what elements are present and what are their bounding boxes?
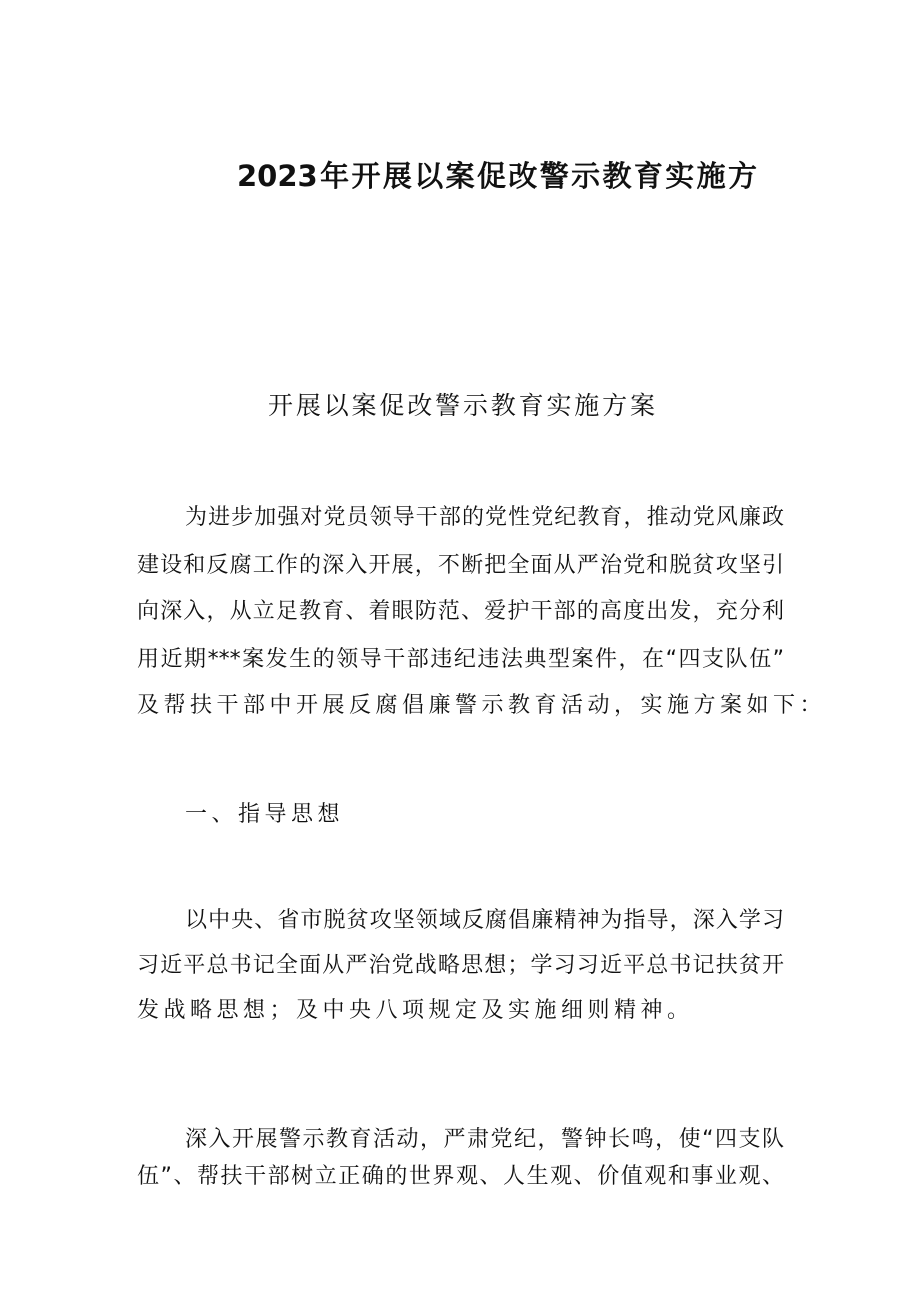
paragraph-line: 建设和反腐工作的深入开展，不断把全面从严治党和脱贫攻坚引 [137,553,784,578]
document-title: 2023年开展以案促改警示教育实施方 [237,159,757,193]
paragraph-line: 向深入，从立足教育、着眼防范、爱护干部的高度出发，充分利 [137,599,784,624]
paragraph-line: 以中央、省市脱贫攻坚领域反腐倡廉精神为指导，深入学习 [185,908,784,933]
paragraph-line: 深入开展警示教育活动，严肃党纪，警钟长鸣，使“四支队 [185,1127,784,1152]
paragraph-line: 发战略思想；及中央八项规定及实施细则精神。 [137,998,694,1023]
paragraph-line: 为进步加强对党员领导干部的党性党纪教育，推动党风廉政 [185,505,784,530]
document-subtitle: 开展以案促改警示教育实施方案 [268,391,655,420]
paragraph-line: 用近期***案发生的领导干部违纪违法典型案件，在“四支队伍” [137,647,784,672]
paragraph-line: 习近平总书记全面从严治党战略思想；学习习近平总书记扶贫开 [137,953,784,978]
section-heading: 一、指导思想 [185,802,345,827]
paragraph-line: 伍”、帮扶干部树立正确的世界观、人生观、价值观和事业观、 [137,1164,784,1189]
paragraph-line: 及帮扶干部中开展反腐倡廉警示教育活动，实施方案如下： [137,693,827,718]
